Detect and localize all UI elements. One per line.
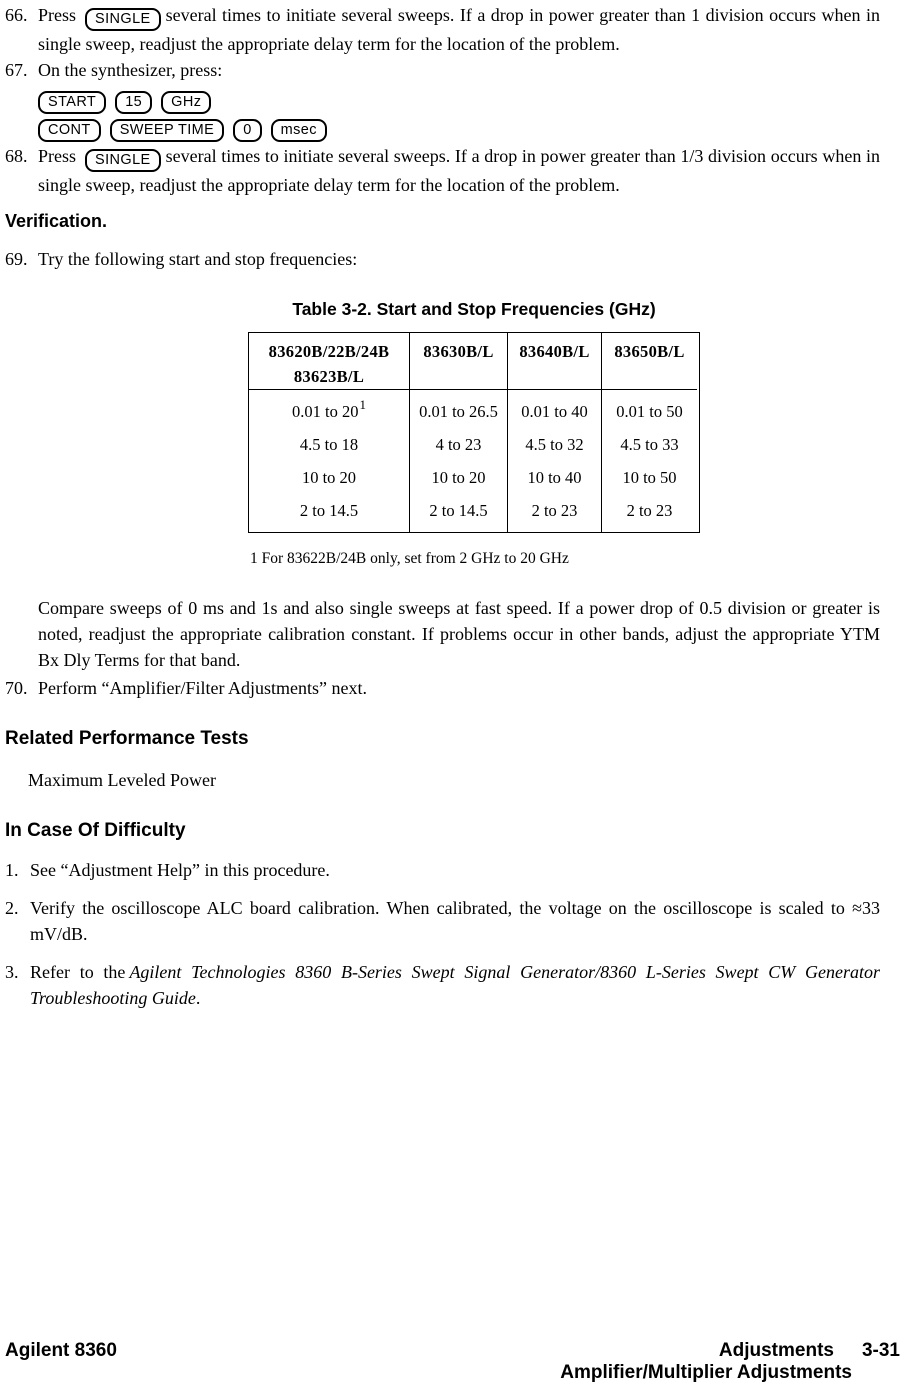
table-column-83640-header xyxy=(508,333,601,390)
table-cell: 4 to 23 xyxy=(435,434,482,454)
msec-keycap-label: msec xyxy=(280,122,317,138)
difficulty-item-2 xyxy=(5,895,880,947)
table-cell: 10 to 50 xyxy=(622,467,677,487)
digit-15-keycap-label: 15 xyxy=(125,94,143,110)
difficulty-item-1-text: See “Adjustment Help” in this procedure. xyxy=(30,860,330,880)
table-column-83650-values xyxy=(602,390,697,532)
table-cell: 10 to 20 xyxy=(431,467,486,487)
table-header-line: 83620B/22B/24B xyxy=(268,342,390,361)
difficulty-item-3-text xyxy=(30,959,880,1011)
cont-keycap xyxy=(38,119,101,142)
step-69 xyxy=(5,246,880,272)
sweep-time-keycap xyxy=(110,119,225,142)
step-66-text-pre: Press xyxy=(38,5,77,25)
verification-heading: Verification. xyxy=(5,211,108,231)
step-68-text-post: several times to initiate several sweeps. If a drop in power greater than 1/3 division occurs when in single sweep, readjust the appropriate delay term for the location of the problem. xyxy=(38,146,880,195)
difficulty-item-2-text: Verify the oscilloscope ALC board calibration. When calibrated, the voltage on the oscilloscope is scaled to ≈33 mV/dB. xyxy=(30,898,880,944)
step-68-number: 68. xyxy=(5,146,28,166)
footer-section-title: Amplifier/Multiplier Adjustments xyxy=(560,1362,852,1383)
footer-chapter-title: Adjustments xyxy=(718,1340,834,1361)
table-cell: 0.01 to 40 xyxy=(521,401,588,421)
cont-keycap-label: CONT xyxy=(48,122,91,138)
page-footer xyxy=(5,1340,900,1384)
step-66-text-post: several times to initiate several sweeps. If a drop in power greater than 1 division occurs when in single sweep, readjust the appropriate delay term for the location of the problem. xyxy=(38,5,880,54)
start-keycap-label: START xyxy=(48,94,97,110)
single-keycap-label: SINGLE xyxy=(95,11,151,27)
table-column-83650-header xyxy=(602,333,697,390)
table-cell: 2 to 23 xyxy=(531,500,578,520)
table-cell: 4.5 to 32 xyxy=(525,434,584,454)
table-column-83630 xyxy=(409,333,507,532)
table-header-line: 83623B/L xyxy=(293,367,365,386)
step-67-body xyxy=(38,57,880,139)
step-66-text xyxy=(38,2,880,57)
compare-paragraph: Compare sweeps of 0 ms and 1s and also single sweeps at fast speed. If a power drop of 0.5 division or greater is noted, readjust the appropriate calibration constant. If problems occur in other bands, adjust the appropriate YTM Bx Dly Terms for that band. xyxy=(38,598,880,670)
table-cell: 10 to 20 xyxy=(301,467,357,487)
in-case-of-difficulty-heading: In Case Of Difficulty xyxy=(5,820,186,841)
start-keycap xyxy=(38,91,106,114)
table-column-83630-header xyxy=(410,333,507,390)
ghz-keycap-label: GHz xyxy=(171,94,202,110)
sweep-time-keycap-label: SWEEP TIME xyxy=(119,122,215,138)
table-column-83620 xyxy=(249,333,409,532)
table-cell: 4.5 to 33 xyxy=(620,434,679,454)
table-cell: 0.01 to 26.5 xyxy=(419,401,498,421)
step-67 xyxy=(5,57,880,139)
table-header-line: 83650B/L xyxy=(614,342,685,361)
single-keycap xyxy=(85,8,161,31)
table-column-83640 xyxy=(507,333,601,532)
footer-right-block xyxy=(560,1340,900,1384)
step-70 xyxy=(5,675,880,701)
msec-keycap xyxy=(271,119,327,142)
footer-product-name: Agilent 8360 xyxy=(5,1340,117,1361)
referenced-document-title: Agilent Technologies 8360 B-Series Swept Signal Generator/8360 L-Series Swept CW Generator Troubleshooting Guide xyxy=(30,962,881,1008)
step-69-number: 69. xyxy=(5,249,28,269)
table-column-83650 xyxy=(601,333,697,532)
step-70-text: Perform “Amplifier/Filter Adjustments” next. xyxy=(38,678,367,698)
single-keycap-label: SINGLE xyxy=(95,152,151,168)
difficulty-item-3-number: 3. xyxy=(5,962,19,982)
single-keycap xyxy=(85,149,161,172)
step-66 xyxy=(5,2,880,57)
step-70-number: 70. xyxy=(5,678,28,698)
step-67-keys-row-1 xyxy=(38,85,880,111)
difficulty-item-3-text-pre: Refer to the xyxy=(30,962,126,982)
table-3-2-title: Table 3-2. Start and Stop Frequencies (GHz) xyxy=(292,299,656,319)
difficulty-item-3 xyxy=(5,959,880,1011)
table-column-83640-values xyxy=(508,390,601,532)
table-footnote: 1 For 83622B/24B only, set from 2 GHz to 20 GHz xyxy=(250,550,569,567)
table-cell: 0.01 to 50 xyxy=(616,401,683,421)
table-cell: 2 to 14.5 xyxy=(429,500,488,520)
table-3-2-section xyxy=(248,298,700,569)
step-68-text-pre: Press xyxy=(38,146,77,166)
digit-0-keycap-label: 0 xyxy=(243,122,252,138)
digit-0-keycap xyxy=(233,119,261,142)
table-column-83620-header xyxy=(249,333,409,390)
table-header-line: 83630B/L xyxy=(423,342,494,361)
table-cell: 2 to 23 xyxy=(626,500,673,520)
table-cell-value: 0.01 to 20 xyxy=(292,401,359,421)
step-69-text: Try the following start and stop frequencies: xyxy=(38,249,358,269)
difficulty-item-3-text-post: . xyxy=(195,988,201,1008)
footer-chapter-line xyxy=(560,1340,900,1362)
ghz-keycap xyxy=(161,91,211,114)
footer-page-number: 3-31 xyxy=(861,1340,900,1361)
step-67-keys-row-2 xyxy=(38,113,880,139)
related-performance-tests-heading: Related Performance Tests xyxy=(5,728,249,749)
step-68 xyxy=(5,143,880,198)
table-cell xyxy=(249,395,409,428)
table-cell: 2 to 14.5 xyxy=(299,500,359,520)
frequency-table xyxy=(248,332,700,533)
step-67-text: On the synthesizer, press: xyxy=(38,60,223,80)
step-66-number: 66. xyxy=(5,5,28,25)
table-column-83630-values xyxy=(410,390,507,532)
difficulty-item-1-number: 1. xyxy=(5,860,19,880)
table-cell: 10 to 40 xyxy=(527,467,582,487)
difficulty-item-1 xyxy=(5,857,880,883)
table-column-83620-values xyxy=(249,390,409,532)
footnote-marker: 1 xyxy=(359,396,366,412)
table-cell: 4.5 to 18 xyxy=(299,434,359,454)
step-68-text xyxy=(38,143,880,198)
step-67-number: 67. xyxy=(5,60,28,80)
digit-15-keycap xyxy=(115,91,152,114)
related-performance-test-item: Maximum Leveled Power xyxy=(28,770,216,790)
difficulty-item-2-number: 2. xyxy=(5,898,19,918)
table-header-line: 83640B/L xyxy=(519,342,590,361)
